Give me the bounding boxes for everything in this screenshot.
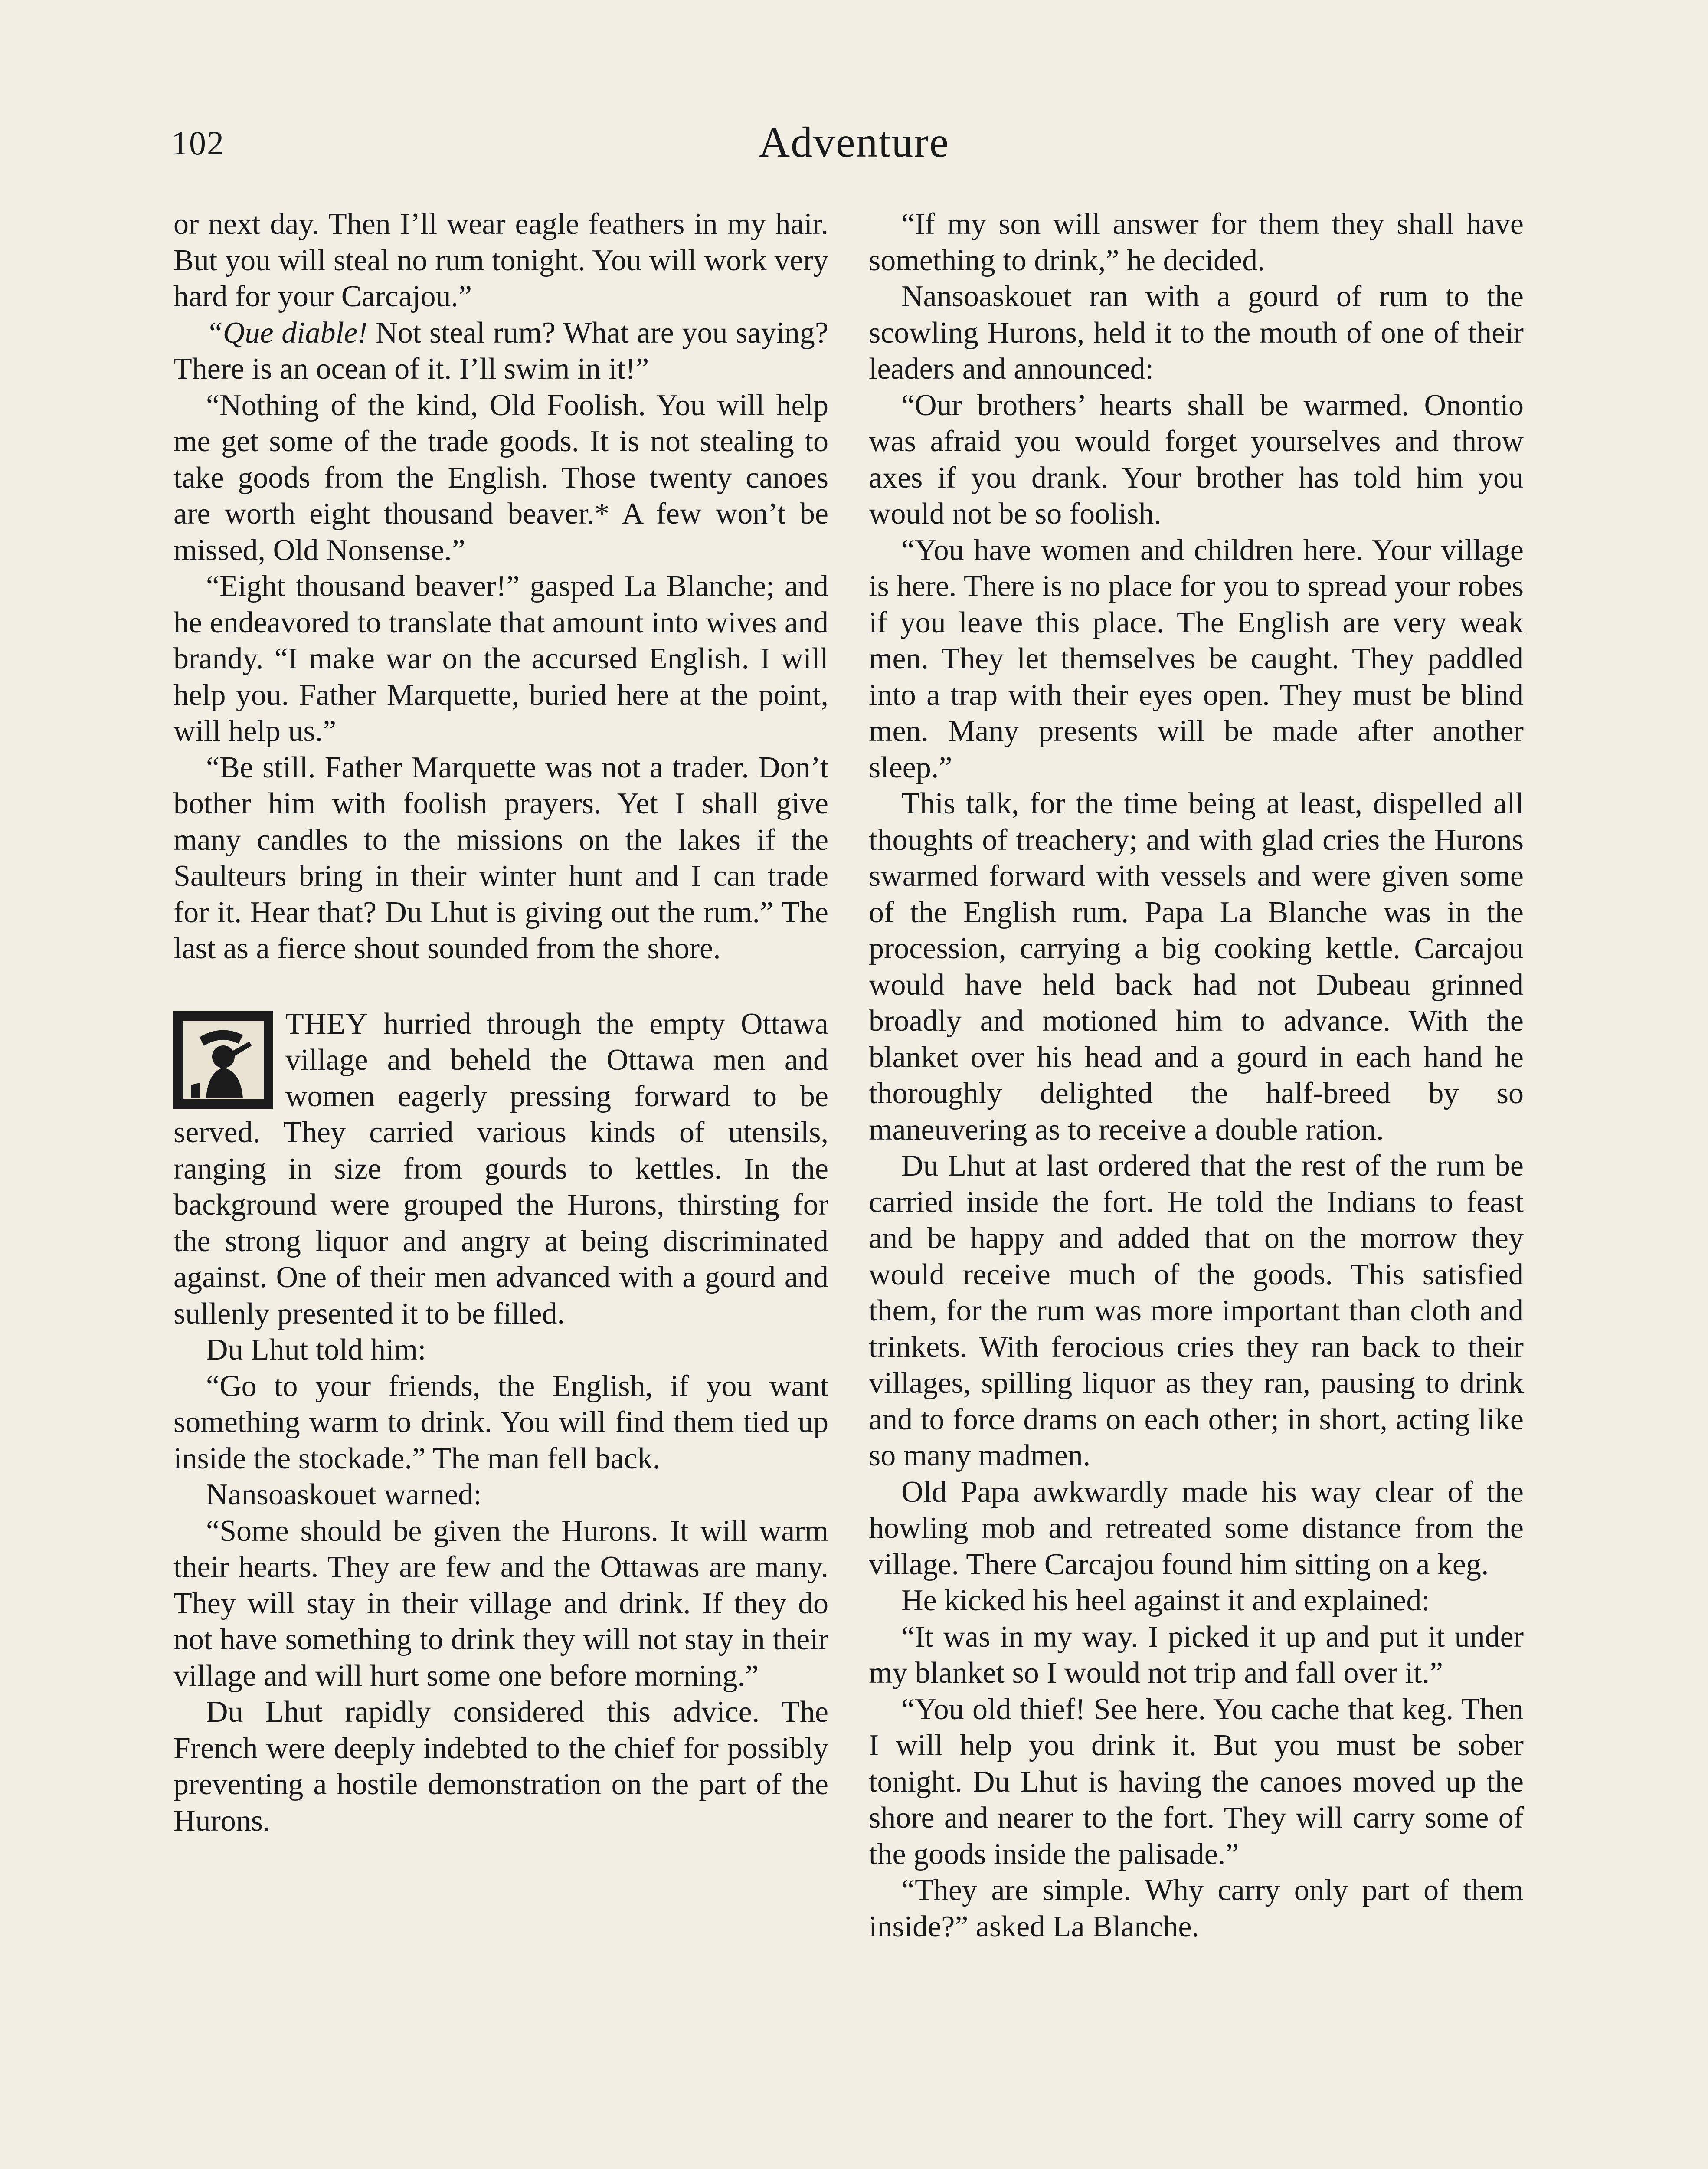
page-number: 102 bbox=[171, 124, 225, 162]
paragraph: “They are simple. Why carry only part of them inside?” asked La Blanche. bbox=[869, 1874, 1524, 1943]
paragraph: “If my son will answer for them they shall have something to drink,” he decided. bbox=[869, 207, 1524, 277]
figure-vignette-icon bbox=[173, 1011, 273, 1109]
paragraph: Du Lhut told him: bbox=[206, 1333, 426, 1366]
paragraph bbox=[173, 1006, 828, 1332]
paragraph: Du Lhut rapidly considered this advice. The French were deeply indebted to the chief for possibly preventing a hostile demonstration on the part of the Hurons. bbox=[173, 1695, 828, 1838]
paragraph: Nansoaskouet ran with a gourd of rum to the scowling Hurons, held it to the mouth of one of their leaders and announced: bbox=[869, 280, 1524, 386]
paragraph: “You have women and children here. Your village is here. There is no place for you to spread your robes if you leave this place. The English are very weak men. They let themselves be caught. They paddled into a trap with their eyes open. They must be blind men. Many presents will be made after another sleep.” bbox=[869, 533, 1524, 784]
paragraph: “You old thief! See here. You cache that keg. Then I will help you drink it. But you must be sober tonight. Du Lhut is having the canoes moved up the shore and nearer to the fort. They will carry some of the goods inside the palisade.” bbox=[869, 1692, 1524, 1871]
paragraph bbox=[173, 315, 828, 387]
paragraph: Old Papa awkwardly made his way clear of the howling mob and retreated some distance from the village. There Carcajou found him sitting on a keg. bbox=[869, 1475, 1524, 1581]
left-column bbox=[173, 206, 828, 1839]
section-lead-word: THEY bbox=[285, 1007, 368, 1041]
section-break bbox=[173, 967, 828, 1006]
paragraph: “Our brothers’ hearts shall be warmed. Onontio was afraid you would forget yourselves and throw axes if you drank. Your brother has told him you would not be so foolish. bbox=[869, 388, 1524, 531]
paragraph: “Be still. Father Marquette was not a trader. Don’t bother him with foolish prayers. Yet I shall give many candles to the missions on the lakes if the Saulteurs bring in their winter hunt and I can trade for it. Hear that? Du Lhut is giving out the rum.” The last as a fierce shout sounded from the shore. bbox=[173, 750, 828, 965]
paragraph-text: Not steal rum? What are you saying? There is an ocean of it. I’ll swim in it!” bbox=[173, 316, 828, 386]
paragraph: or next day. Then I’ll wear eagle feathers in my hair. But you will steal no rum tonight. You will work very hard for your Carcajou.” bbox=[173, 207, 828, 313]
paragraph: “Nothing of the kind, Old Foolish. You will help me get some of the trade goods. It is not stealing to take goods from the English. Those twenty canoes are worth eight thousand beaver.* A few won’t be missed, Old Nonsense.” bbox=[173, 388, 828, 567]
paragraph: He kicked his heel against it and explained: bbox=[901, 1584, 1430, 1617]
paragraph: “Go to your friends, the English, if you want something warm to drink. You will find them tied up inside the stockade.” The man fell back. bbox=[173, 1369, 828, 1475]
italic-exclamation: “Que diable! bbox=[206, 316, 368, 350]
magazine-title: Adventure bbox=[758, 118, 950, 166]
paragraph: “It was in my way. I picked it up and put it under my blanket so I would not trip and fall over it.” bbox=[869, 1620, 1524, 1690]
paragraph: “Eight thousand beaver!” gasped La Blanche; and he endeavored to translate that amount into wives and brandy. “I make war on the accursed English. I will help you. Father Marquette, buried here at the point, will help us.” bbox=[173, 570, 828, 748]
paragraph: “Some should be given the Hurons. It will warm their hearts. They are few and the Ottawas are many. They will stay in their village and drink. If they do not have something to drink they will not stay in their village and will hurt some one before morning.” bbox=[173, 1514, 828, 1693]
paragraph: Nansoaskouet warned: bbox=[206, 1478, 482, 1511]
right-column bbox=[869, 206, 1524, 1945]
decorative-initial-illustration bbox=[173, 1011, 273, 1109]
paragraph: This talk, for the time being at least, dispelled all thoughts of treachery; and with glad cries the Hurons swarmed forward with vessels and were given some of the English rum. Papa La Blanche was in the procession, carrying a big cooking kettle. Carcajou would have held back had not Dubeau grinned broadly and motioned him to advance. With the blanket over his head and a gourd in each hand he thoroughly delighted the half-breed by so maneuvering as to receive a double ration. bbox=[869, 787, 1524, 1147]
paragraph-text: hurried through the empty Ottawa village and beheld the Ottawa men and women eagerly pressing forward to be served. They carried various kinds of utensils, ranging in size from gourds to kettles. In the background were grouped the Hurons, thirsting for the strong liquor and angry at being discriminated against. One of their men advanced with a gourd and sullenly presented it to be filled. bbox=[173, 1007, 828, 1330]
paragraph: Du Lhut at last ordered that the rest of the rum be carried inside the fort. He told the Indians to feast and be happy and added that on the morrow they would receive much of the goods. This satisfied them, for the rum was more important than cloth and trinkets. With ferocious cries they ran back to their villages, spilling liquor as they ran, pausing to drink and to force drams on each other; in short, acting like so many madmen. bbox=[869, 1149, 1524, 1472]
